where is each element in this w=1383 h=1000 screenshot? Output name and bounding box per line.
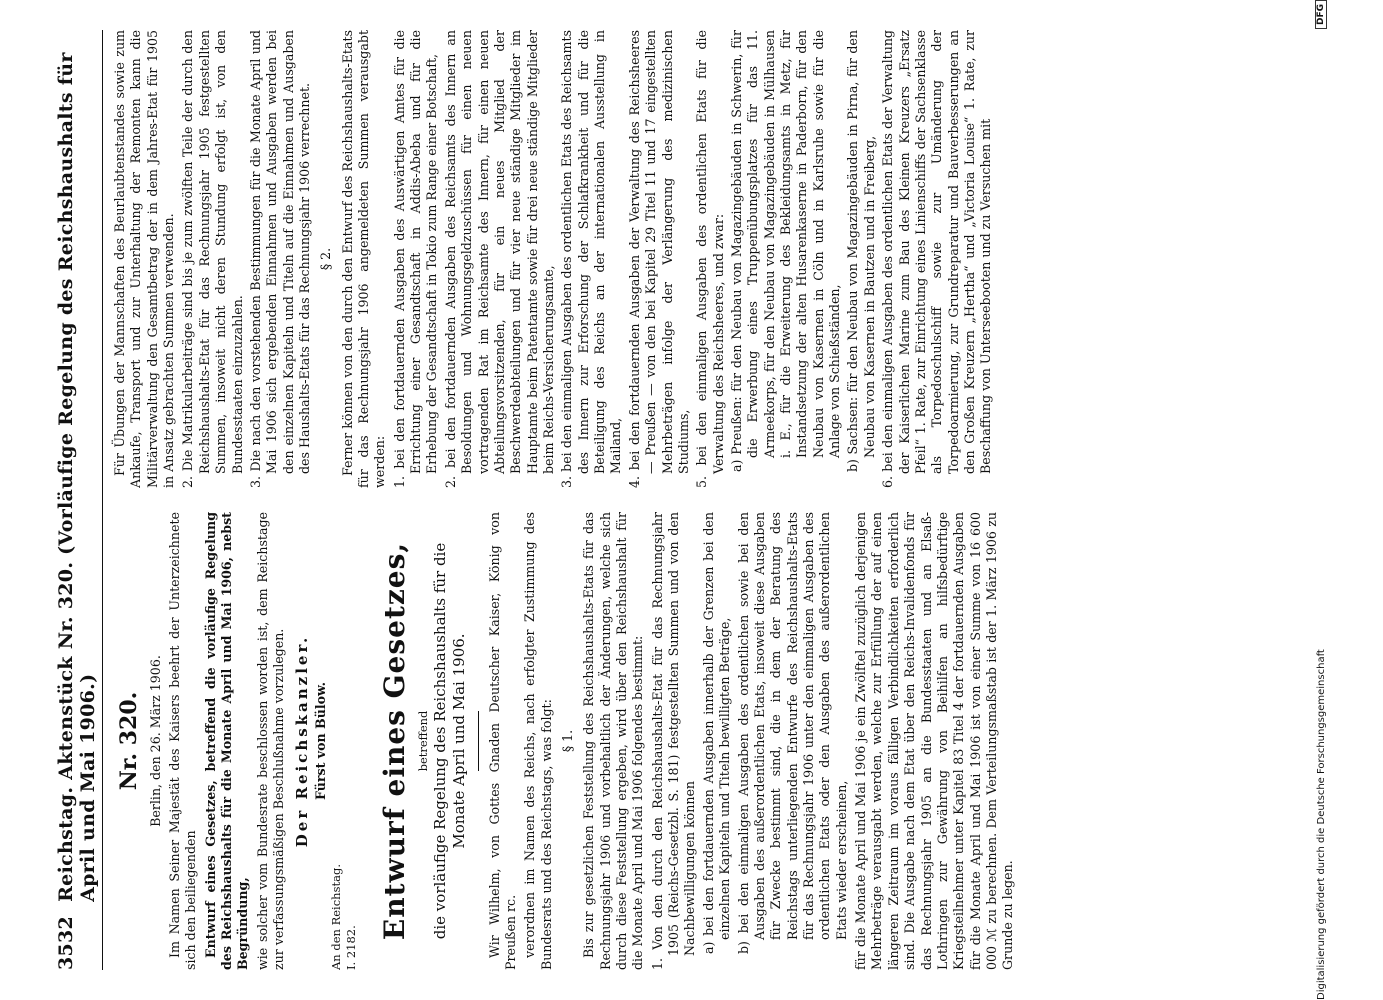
- document-page: [41, 10, 1341, 990]
- section-1-item-1a: a) bei den fortdauernden Ausgaben innerhalb der Grenzen bei den einzelnen Kapiteln und Titeln bewilligten Beträge,: [700, 512, 733, 954]
- signer-name: Fürst von Bülow.: [312, 682, 328, 801]
- section-1-item-3: 3. Die nach den vorstehenden Bestimmungen für die Monate April und Mai 1906 sich ergebenden Einnahmen und Ausgaben werden bei den einzelnen Kapiteln und Titeln auf die Einnahmen und Ausgaben des Haushalts-Etats für das Rechnungsjahr 1906 verrechnet.: [247, 30, 312, 488]
- section-2-text: Ferner können von den durch den Entwurf des Reichshaushalts-Etats für das Rechnungsjahr 1906 angemeldeten Summen verausgabt werden:: [339, 30, 388, 488]
- running-title: Reichstag. Aktenstück Nr. 320. (Vorläufige Regelung des Reichshaushalts für April und Mai 1906.): [55, 52, 99, 902]
- preamble: Wir Wilhelm, von Gottes Gnaden Deutscher Kaiser, König von Preußen rc.: [486, 512, 518, 970]
- right-column: [109, 30, 1329, 488]
- intro-text: Im Namen Seiner Majestät des Kaisers beehrt der Unterzeichnete sich den beiliegenden: [166, 512, 199, 970]
- right-intro: Für Übungen der Mannschaften des Beurlaubtenstandes sowie zum Ankaufe, Transport und zur Unterhaltung der Remonten kann die Militärverwaltung den Gesamtbetrag der in dem Jahres-Etat für 1905 in Ansatz gebrachten Summen verwenden.: [112, 30, 177, 488]
- digitization-note: Digitalisierung gefördert durch die Deutsche Forschungsgemeinschaft: [1315, 649, 1327, 1000]
- section-2-item-4: 4. bei den fortdauernden Ausgaben der Verwaltung des Reichsheeres — Preußen — von den bei Kapitel 29 Titel 11 und 17 eingestellten Mehrbeträgen infolge der Verlängerung des medizinischen Studiums,: [626, 30, 691, 488]
- section-1-text: Bis zur gesetzlichen Feststellung des Reichshaushalts-Etats für das Rechnungsjahr 1906 und vorbehaltlich der Änderungen, welche sich durch diese Feststellung ergeben, wird über den Reichshaushalt für die Monate April und Mai 1906 folgendes bestimmt:: [581, 512, 646, 970]
- section-1-item-1b: b) bei den einmaligen Ausgaben des ordentlichen sowie bei den Ausgaben des außerordentlichen Etats, insoweit diese Ausgaben für Zwecke bestimmt sind, die in dem der Beratung des Reichstags unterliegenden Entwurfe des Reichshaushalts-Etats für das Rechnungsjahr 1906 unter den einmaligen Ausgaben des ordentlichen Etats oder den Ausgaben des außerordentlichen Etats wieder erscheinen,: [735, 512, 849, 954]
- section-2-item-3: 3. bei den einmaligen Ausgaben des ordentlichen Etats des Reichsamts des Innern zur Erforschung der Schlafkrankheit und für die Beteiligung des Reichs an der internationalen Ausstellung in Mailand,: [559, 30, 624, 488]
- signer-title: Der Reichskanzler.: [293, 634, 312, 848]
- request-text: wie solcher vom Bundesrate beschlossen worden ist, dem Reichstage zur verfassungsmäßigen Beschlußnahme vorzulegen.: [254, 512, 287, 970]
- section-1-item-2: 2. Die Matrikularbeiträge sind bis je zum zwölften Teile der durch den Reichshaushalts-Etat für das Rechnungsjahr 1905 festgestellten Summen, insoweit nicht deren Stundung erfolgt ist, von den Bundesstaaten einzuzahlen.: [180, 30, 245, 488]
- addressee: An den Reichstag.: [329, 864, 344, 970]
- left-column: [109, 512, 1329, 970]
- place-date: Berlin, den 26. März 1906.: [147, 655, 163, 827]
- digitization-footer: [1314, 0, 1328, 1000]
- divider: [478, 711, 479, 771]
- section-2-heading: § 2.: [318, 247, 334, 271]
- section-2-item-6: 6. bei den einmaligen Ausgaben des ordentlichen Etats der Verwaltung der Kaiserlichen Marine zum Bau des Kleinen Kreuzers „Ersatz Pfeil“ 1. Rate, zur Einrichtung eines Linienschiffs der Sachsenklasse als Torpedoschulschiff sowie zur Umänderung der Torpedoarmierung, zur Grundreparatur und Bauverbesserungen an den Großen Kreuzern „Hertha“ und „Victoria Louise“ 1. Rate, zur Beschaffung von Unterseebooten und zu Versuchen mit: [880, 30, 994, 488]
- section-2-item-2: 2. bei den fortdauernden Ausgaben des Reichsamts des Innern an Besoldungen und Wohnungsgeldzuschüssen für einen neuen vortragenden Rat im Reichsamte des Innern, für einen neuen Abteilungsvorsitzenden, für ein neues Mitglied der Beschwerdeabteilungen und für vier neue ständige Mitglieder im Hauptamte beim Patentamte sowie für drei neue ständige Mitglieder beim Reichs-Versicherungsamte,: [442, 30, 556, 488]
- preamble-continued: verordnen im Namen des Reichs, nach erfolgter Zustimmung des Bundesrats und des Reichstags, was folgt:: [522, 512, 554, 970]
- dfg-logo: DFG: [1315, 0, 1327, 29]
- bill-reference: Entwurf eines Gesetzes, betreffend die vorläufige Regelung des Reichshaushalts für die Monate April und Mai 1906, nebst Begründung,: [202, 512, 251, 970]
- section-1-tail: für die Monate April und Mai 1906 je ein Zwölftel zuzüglich derjenigen Mehrbeträge verausgabt werden, welche zur Erfüllung der auf einen längeren Zeitraum im voraus fälligen Verbindlichkeiten erforderlich sind. Die Ausgabe nach dem Etat über den Reichs-Invalidenfonds für das Rechnungsjahr 1905 an die Bundesstaaten und an Elsaß-Lothringen zur Gewährung von Beihilfen an hilfsbedürftige Kriegsteilnehmer unter Kapitel 83 Titel 4 der fortdauernden Ausgaben für die Monate April und Mai 1906 ist von einer Summe von 16 600 000 ℳ zu berechnen. Dem Verteilungsmaßstab ist der 1. März 1906 zu Grunde zu legen.: [853, 512, 1016, 970]
- document-number: Nr. 320.: [116, 691, 142, 791]
- section-2-item-5: 5. bei den einmaligen Ausgaben des ordentlichen Etats für die Verwaltung des Reichsheeres, und zwar:: [694, 30, 726, 488]
- bill-title: Entwurf eines Gesetzes,: [378, 541, 412, 941]
- bill-subtitle: die vorläufige Regelung des Reichshaushalts für die Monate April und Mai 1906.: [430, 542, 469, 940]
- section-2-item-5b: b) Sachsen: für den Neubau von Magazingebäuden in Pirna, für den Neubau von Kasernen in Bautzen und in Freiberg,: [845, 30, 877, 472]
- section-2-item-5a: a) Preußen: für den Neubau von Magazingebäuden in Schwerin, für die Erwerbung eines Truppenübungsplatzes für das 11. Armeekorps, für den Neubau von Magazingebäuden in Mülhausen i. E., für die Erweiterung des Bekleidungsamts in Metz, für Instandsetzung der alten Husarenkaserne in Paderborn, für den Neubau von Kasernen in Cöln und in Karlsruhe sowie für die Anlage von Schießständen,: [728, 30, 843, 472]
- section-1-heading: § 1.: [559, 729, 575, 753]
- reference-number: I. 2182.: [344, 925, 359, 970]
- section-1-item-1: 1. Von den durch den Reichshaushalts-Etat für das Rechnungsjahr 1905 (Reichs-Gesetzbl. S. 181) festgestellten Summen und von den Nachbewilligungen können: [649, 512, 698, 970]
- page-number: 3532: [55, 915, 77, 970]
- bill-title-connector: betreffend: [415, 710, 430, 772]
- page-header: [55, 30, 103, 970]
- section-2-item-1: 1. bei den fortdauernden Ausgaben des Auswärtigen Amtes für die Errichtung einer Gesandtschaft in Addis-Abeba und für die Erhebung der Gesandtschaft in Tokio zum Range einer Botschaft,: [391, 30, 440, 488]
